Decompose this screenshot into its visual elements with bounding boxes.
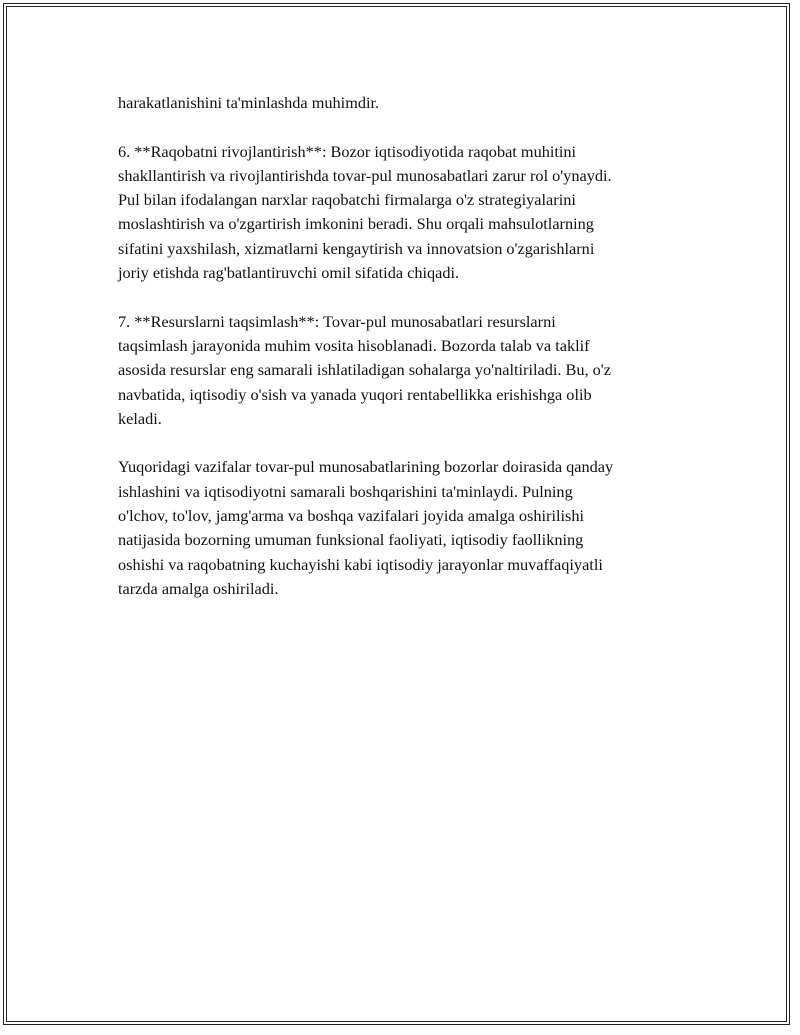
paragraph-competition: 6. **Raqobatni rivojlantirish**: Bozor iqtisodiyotida raqobat muhitini shakllantirish va rivojlantirishda tovar-pul munosabatlari zarur rol o'ynaydi. Pul bilan ifodalangan narxlar raqobatchi firmalarga o'z strategiyalarini moslashtirish va o'zgartirish imkonini beradi. Shu orqali mahsulotlarning sifatini yaxshilash, xizmatlarni kengaytirish va innovatsion o'zgarishlarni joriy etishda rag'batlantiruvchi omil sifatida chiqadi. — [118, 141, 612, 283]
paragraph-continuation: harakatlanishini ta'minlashda muhimdir. — [118, 93, 380, 112]
paragraph-conclusion: Yuqoridagi vazifalar tovar-pul munosabatlarining bozorlar doirasida qanday ishlashini va iqtisodiyotni samarali boshqarishini ta'minlaydi. Pulning o'lchov, to'lov, jamg'arma va boshqa vazifalari joyida amalga oshirilishi natijasida bozorning umuman funksional faoliyati, iqtisodiy faollikning oshishi va raqobatning kuchayishi kabi iqtisodiy jarayonlar muvaffaqiyatli tarzda amalga oshiriladi. — [118, 457, 614, 598]
paragraph-resource-allocation: 7. **Resurslarni taqsimlash**: Tovar-pul munosabatlari resurslarni taqsimlash jarayonida muhim vosita hisoblanadi. Bozorda talab va taklif asosida resurslar eng samarali ishlatiladigan sohalarga yo'naltiriladi. Bu, o'z navbatida, iqtisodiy o'sish va yanada yuqori rentabellikka erishishga olib keladi. — [118, 311, 611, 428]
document-body — [118, 91, 698, 626]
